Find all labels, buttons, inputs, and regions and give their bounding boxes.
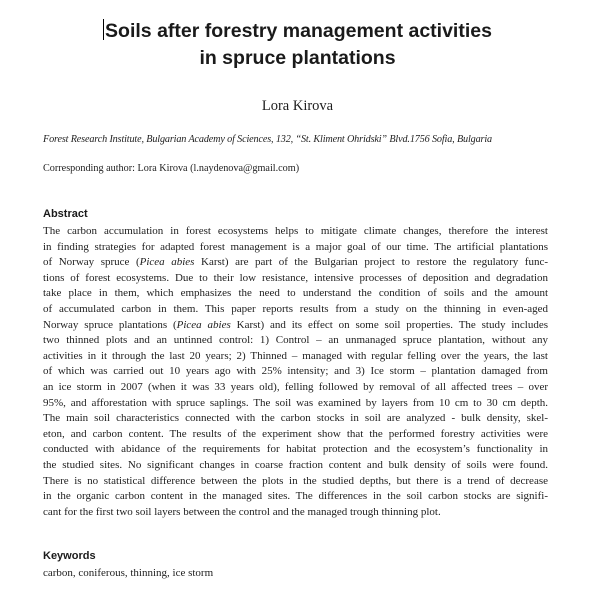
author-name: Lora Kirova [261,98,334,114]
corresponding-suffix: ) [295,163,300,174]
abstract-line: two thinned plots and an untinned control: 1) Control – an unmanaged spruce plantation, without any [43,334,548,347]
abstract-line: cant for the first two soil layers between the control and the managed trough thinning plot. [43,505,441,518]
abstract-heading: Abstract [43,208,88,220]
author-affiliation: Forest Research Institute, Bulgarian Academy of Sciences, 132, “St. Kliment Ohridski” Blvd.1756 Sofia, Bulgaria [43,134,492,145]
abstract-line: activities in it through the last 20 years; 2) Thinned – managed with regular felling over the years, the last [43,349,548,362]
abstract-line: take place in them, which emphasizes the need to understand the condition of soils and the amount [43,287,548,300]
email-link[interactable]: l.naydenova@gmail.com [193,163,296,174]
text-cursor [103,19,104,40]
abstract-line: conducted with abidance of the requirements for habitat protection and the ecosystem’s functionality in [43,443,548,456]
abstract-body [43,224,548,520]
abstract-line: Norway spruce plantations (Picea abies Karst) and its effect on some soil properties. The study includes [43,318,549,331]
abstract-line: the studied sites. No significant changes in coarse fraction content and bulk density of soils were found. [43,458,548,471]
abstract-line: There is no statistical difference between the plots in the studied depths, but there is a trend of decrease [43,474,548,487]
abstract-line: eton, and carbon content. The results of the experiment show that the performed forestry activities were [43,427,548,440]
title-line-2: in spruce plantations [199,47,396,69]
paper-title [0,18,595,72]
keywords-heading: Keywords [43,550,96,562]
title-line-1 [0,18,595,45]
abstract-line: of Norway spruce (Picea abies Karst) are part of the Bulgarian project to restore the regulatory func- [43,256,549,269]
abstract-line: 95%, and afforestation with spruce saplings. The soil was examined by layers from 10 cm to 30 cm depth. [43,396,548,409]
corresponding-author [43,163,573,174]
corresponding-prefix: Corresponding author: Lora Kirova ( [43,163,194,174]
species-name: Picea abies [139,256,195,269]
abstract-line: of accumulated carbon in them. This paper reports results from a study on the thinning in even-aged [43,302,548,315]
abstract-line: in finding strategies for adapted forest management is a major goal of our time. The artificial plantations [43,240,548,253]
title-line-1-text: Soils after forestry management activities [105,20,492,42]
abstract-line: The main soil characteristics connected with the carbon stocks in soil are analyzed - bulk density, skel- [43,412,548,425]
abstract-line: in the organic carbon content in the managed sites. The differences in the soil carbon stocks are signifi- [43,490,548,503]
keywords-list: carbon, coniferous, thinning, ice storm [43,567,214,579]
abstract-line: tions of forest ecosystems. Due to their low resistance, intensive processes of deposition and degradation [43,271,548,284]
species-name: Picea abies [176,318,231,331]
abstract-line: an ice storm in 2007 (when it was 33 years old), felling followed by removal of all affected trees – over [43,380,548,393]
abstract-line: of which was carried out 10 years ago with 25% intensity; and 3) Ice storm – plantation damaged from [43,365,548,378]
abstract-line: The carbon accumulation in forest ecosystems helps to mitigate climate changes, therefore the interest [43,225,548,237]
